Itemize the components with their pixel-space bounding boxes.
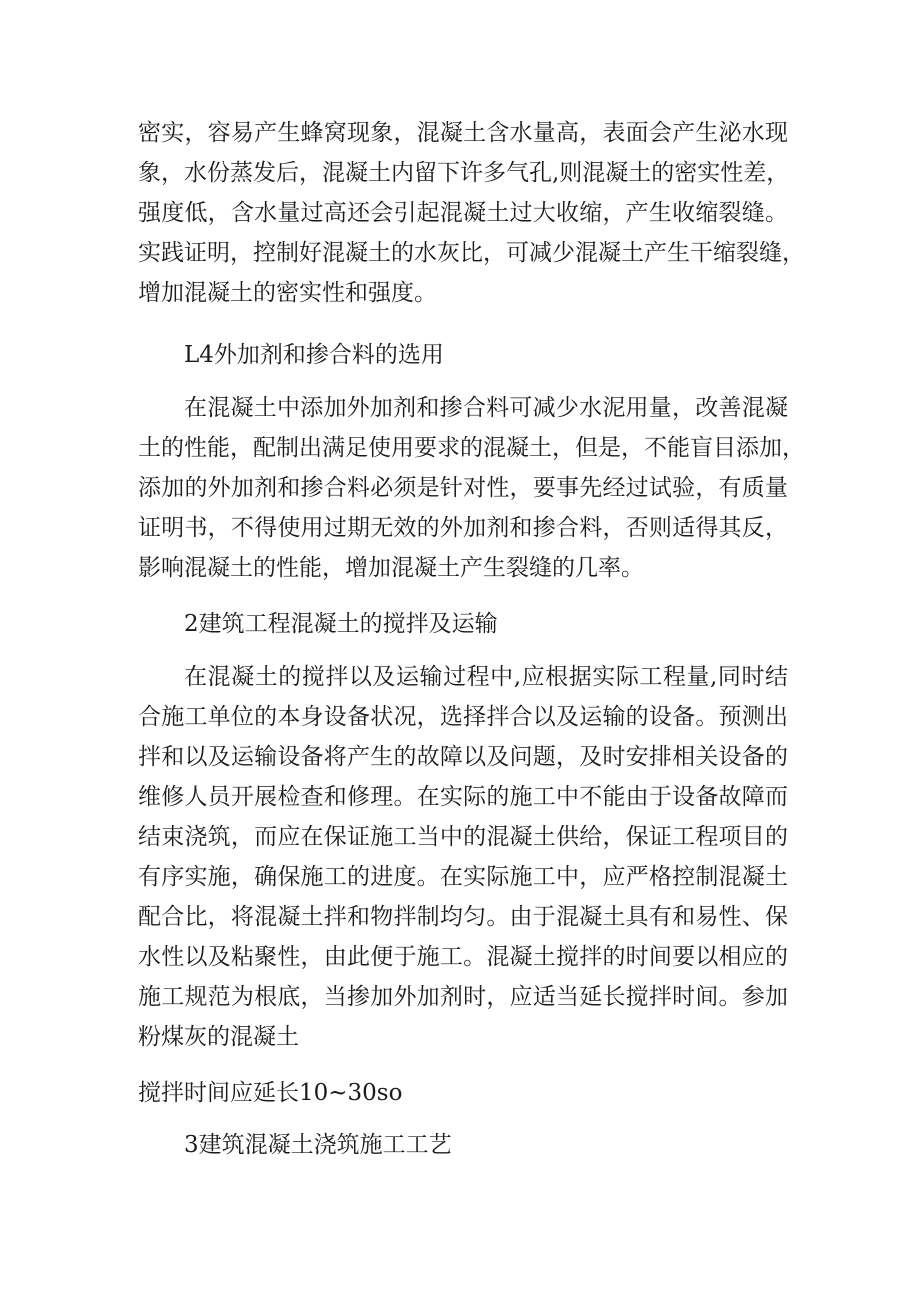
text-line: 象，水份蒸发后，混凝土内留下许多气孔,则混凝土的密实性差，: [138, 160, 790, 186]
text-line: 粉煤灰的混凝土: [138, 1024, 299, 1050]
text-line: 拌和以及运输设备将产生的故障以及问题，及时安排相关设备的: [138, 744, 788, 770]
text-line: 在混凝土中添加外加剂和掺合料可减少水泥用量，改善混凝: [184, 395, 788, 421]
text-line: 增加混凝土的密实性和强度。: [138, 280, 437, 306]
text-line: 配合比，将混凝土拌和物拌制均匀。由于混凝土具有和易性、保: [138, 904, 788, 930]
text-line: 水性以及粘聚性，由此便于施工。混凝土搅拌的时间要以相应的: [138, 944, 788, 970]
text-line: 结束浇筑，而应在保证施工当中的混凝土供给，保证工程项目的: [138, 824, 788, 850]
text-line: 强度低，含水量过高还会引起混凝土过大收缩，产生收缩裂缝。: [138, 200, 788, 226]
section-heading: 3建筑混凝土浇筑施工工艺: [184, 1132, 452, 1158]
text-line: 添加的外加剂和掺合料必须是针对性，要事先经过试验，有质量: [138, 475, 788, 501]
text-line: 维修人员开展检查和修理。在实际的施工中不能由于设备故障而: [138, 784, 788, 810]
text-line: 施工规范为根底，当掺加外加剂时，应适当延长搅拌时间。参加: [138, 984, 788, 1010]
text-line: 密实，容易产生蜂窝现象，混凝土含水量高，表面会产生泌水现: [138, 120, 788, 146]
text-line: 证明书，不得使用过期无效的外加剂和掺合料，否则适得其反，: [138, 515, 788, 541]
text-line: 影响混凝土的性能，增加混凝土产生裂缝的几率。: [138, 555, 644, 581]
section-heading: L4外加剂和掺合料的选用: [184, 342, 444, 368]
text-line: 搅拌时间应延长10~30so: [138, 1080, 403, 1106]
section-heading: 2建筑工程混凝土的搅拌及运输: [184, 611, 498, 637]
text-line: 土的性能，配制出满足使用要求的混凝土，但是，不能盲目添加，: [138, 435, 805, 461]
text-line: 有序实施，确保施工的进度。在实际施工中，应严格控制混凝土: [138, 864, 788, 890]
text-line: 实践证明，控制好混凝土的水灰比，可减少混凝土产生干缩裂缝，: [138, 240, 805, 266]
text-line: 合施工单位的本身设备状况，选择拌合以及运输的设备。预测出: [138, 704, 788, 730]
text-line: 在混凝土的搅拌以及运输过程中,应根据实际工程量,同时结: [184, 664, 788, 690]
